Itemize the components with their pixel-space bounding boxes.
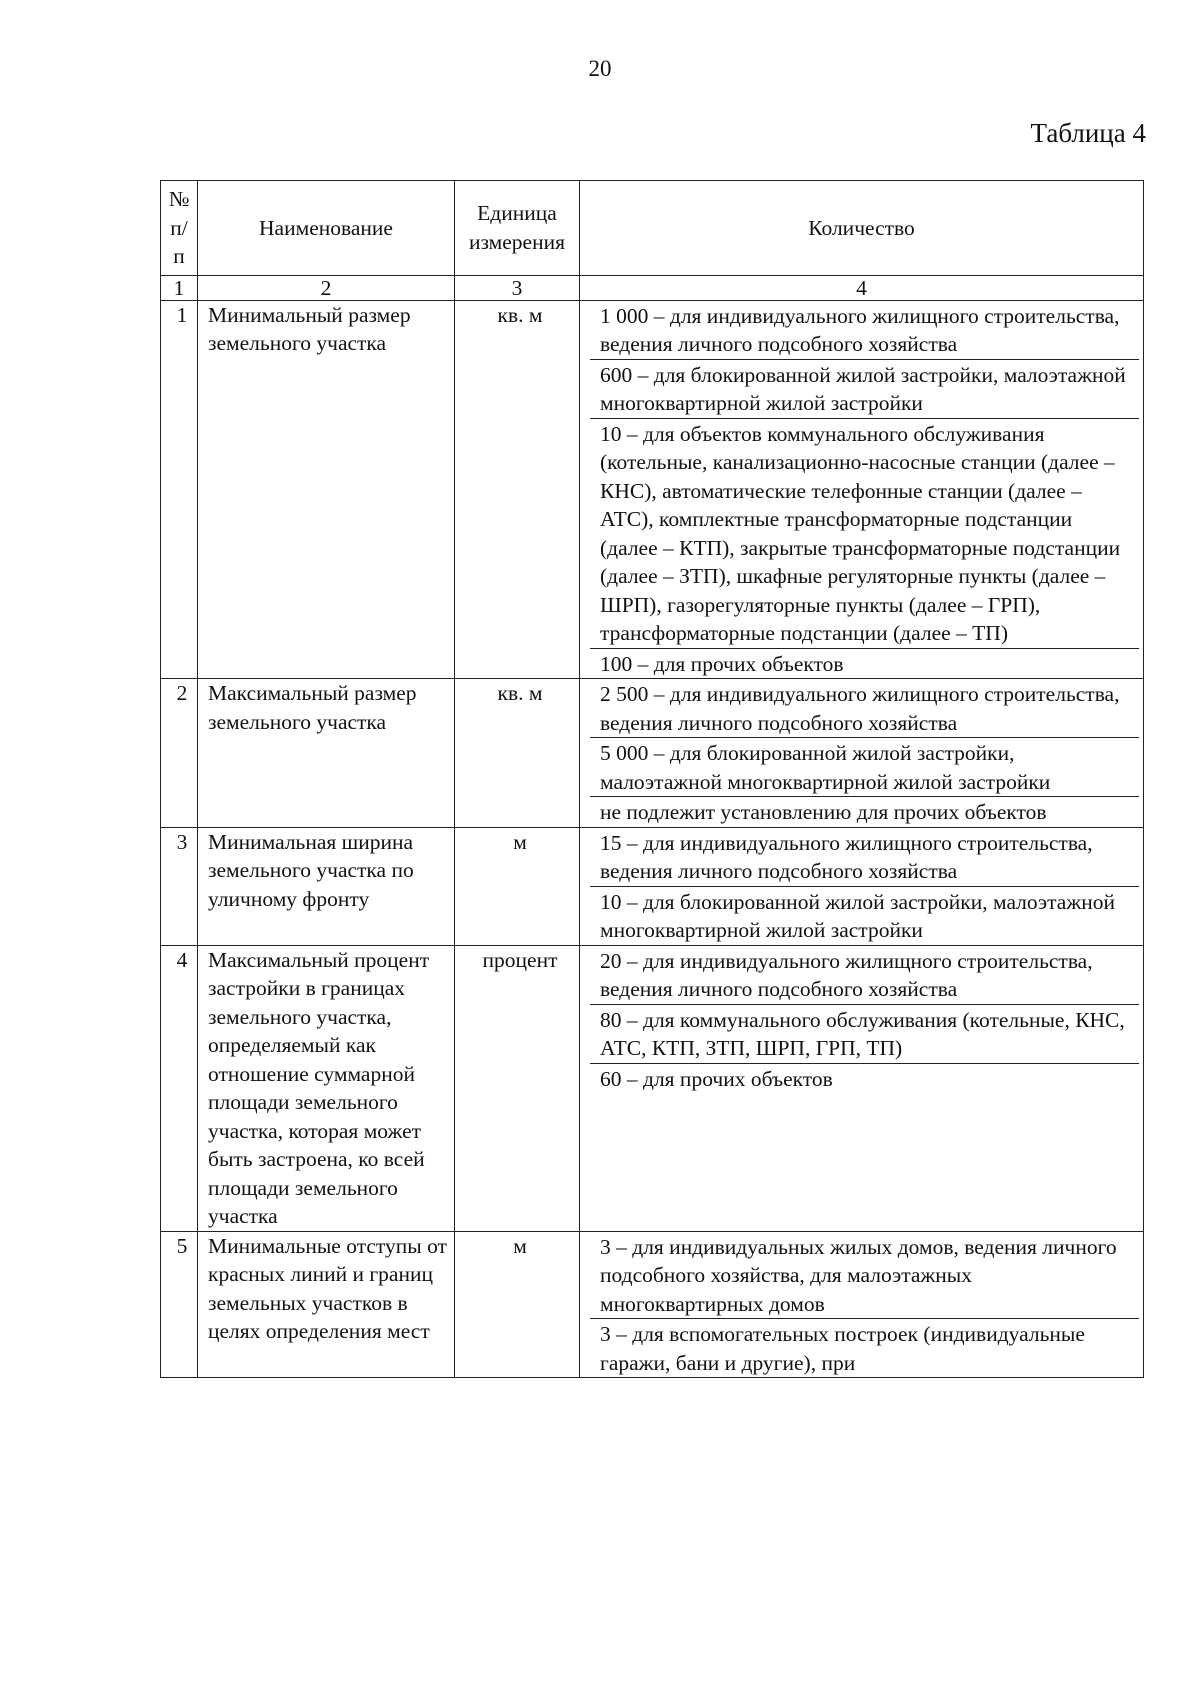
header-num: № п/п: [161, 181, 198, 276]
row-name: Минимальные отступы от красных линий и границ земельных участков в целях определения мест: [198, 1231, 455, 1378]
quantity-entry: 80 – для коммунального обслуживания (котельные, КНС, АТС, КТП, ЗТП, ШРП, ГРП, ТП): [590, 1005, 1139, 1064]
row-number: 3: [161, 827, 198, 945]
header-name: Наименование: [198, 181, 455, 276]
row-quantity: [580, 827, 1144, 945]
row-quantity: [580, 945, 1144, 1231]
col-number-2: 2: [198, 275, 455, 300]
table-header-row: [161, 181, 1144, 276]
row-quantity: [580, 1231, 1144, 1378]
row-quantity: [580, 300, 1144, 679]
row-number: 1: [161, 300, 198, 679]
row-unit: кв. м: [455, 679, 580, 828]
row-number: 4: [161, 945, 198, 1231]
row-number: 5: [161, 1231, 198, 1378]
header-unit: Единица измерения: [455, 181, 580, 276]
quantity-entry: не подлежит установлению для прочих объектов: [600, 800, 1047, 824]
quantity-entry: 5 000 – для блокированной жилой застройки, малоэтажной многоквартирной жилой застройки: [590, 738, 1139, 797]
table-row: [161, 1231, 1144, 1378]
quantity-entry: 20 – для индивидуального жилищного строительства, ведения личного подсобного хозяйства: [590, 946, 1139, 1005]
page-number: 20: [588, 56, 612, 81]
quantity-entry: 3 – для вспомогательных построек (индивидуальные гаражи, бани и другие), при: [600, 1322, 1085, 1375]
row-name: Максимальный процент застройки в границах земельного участка, определяемый как отношение суммарной площади земельного участка, которая может быть застроена, ко всей площади земельного участка: [198, 945, 455, 1231]
table-row: [161, 300, 1144, 679]
quantity-entry: 10 – для блокированной жилой застройки, малоэтажной многоквартирной жилой застройки: [600, 889, 1115, 942]
quantity-entry: 15 – для индивидуального жилищного строительства, ведения личного подсобного хозяйства: [590, 828, 1139, 887]
row-name: Максимальный размер земельного участка: [198, 679, 455, 828]
row-number: 2: [161, 679, 198, 828]
column-number-row: [161, 275, 1144, 300]
col-number-1: 1: [161, 275, 198, 300]
col-number-3: 3: [455, 275, 580, 300]
table-row: [161, 827, 1144, 945]
quantity-entry: 10 – для объектов коммунального обслуживания (котельные, канализационно-насосные станции (далее – КНС), автоматические телефонные станции (далее – АТС), комплектные трансформаторные подстанции (далее – КТП), закрытые трансформаторные подстанции (далее – ЗТП), шкафные регуляторные пункты (далее – ШРП), газорегуляторные пункты (далее – ГРП), трансформаторные подстанции (далее – ТП): [590, 419, 1139, 649]
row-name: Минимальная ширина земельного участка по уличному фронту: [198, 827, 455, 945]
row-unit: м: [455, 827, 580, 945]
regulations-table: [160, 180, 1144, 1378]
col-number-4: 4: [580, 275, 1144, 300]
table-caption: Таблица 4: [1030, 118, 1146, 148]
row-quantity: [580, 679, 1144, 828]
row-unit: процент: [455, 945, 580, 1231]
row-name: Минимальный размер земельного участка: [198, 300, 455, 679]
row-unit: м: [455, 1231, 580, 1378]
header-qty: Количество: [580, 181, 1144, 276]
quantity-entry: 2 500 – для индивидуального жилищного строительства, ведения личного подсобного хозяйства: [590, 679, 1139, 738]
table-row: [161, 679, 1144, 828]
quantity-entry: 3 – для индивидуальных жилых домов, ведения личного подсобного хозяйства, для малоэтажных многоквартирных домов: [590, 1232, 1139, 1320]
quantity-entry: 60 – для прочих объектов: [600, 1066, 833, 1091]
quantity-entry: 600 – для блокированной жилой застройки, малоэтажной многоквартирной жилой застройки: [590, 360, 1139, 419]
row-unit: кв. м: [455, 300, 580, 679]
table-row: [161, 945, 1144, 1231]
quantity-entry: 1 000 – для индивидуального жилищного строительства, ведения личного подсобного хозяйства: [590, 301, 1139, 360]
quantity-entry: 100 – для прочих объектов: [600, 651, 844, 676]
